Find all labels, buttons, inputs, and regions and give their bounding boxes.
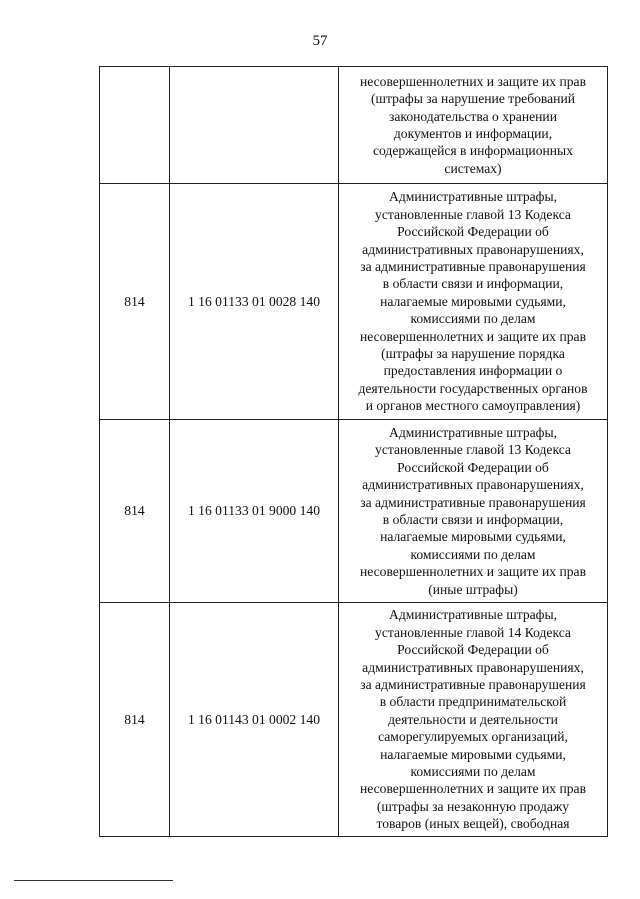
administrator-code-cell bbox=[100, 67, 170, 184]
description-line: (штрафы за нарушение порядка bbox=[381, 346, 565, 362]
budget-classification-code-cell: 1 16 01133 01 0028 140 bbox=[170, 184, 339, 420]
description-line: законодательства о хранении bbox=[389, 108, 557, 124]
description-line: саморегулируемых организаций, bbox=[378, 729, 568, 745]
description-line: (штрафы за незаконную продажу bbox=[376, 798, 570, 814]
description-line: несовершеннолетних и защите их прав bbox=[359, 564, 586, 580]
administrator-code-cell: 814 bbox=[100, 420, 170, 603]
budget-classification-code-cell: 1 16 01143 01 0002 140 bbox=[170, 603, 339, 837]
description-line: в области предпринимательской bbox=[379, 694, 567, 710]
description-line: Российской Федерации об bbox=[397, 224, 549, 240]
table-row bbox=[100, 184, 608, 420]
description-line: административных правонарушениях, bbox=[362, 659, 584, 675]
description-line: в области связи и информации, bbox=[382, 276, 564, 292]
description-line: Российской Федерации об bbox=[397, 459, 549, 475]
description-cell bbox=[339, 420, 608, 603]
description-line: установленные главой 13 Кодекса bbox=[375, 442, 571, 458]
description-line: несовершеннолетних и защите их прав bbox=[359, 73, 586, 89]
description-line: комиссиями по делам bbox=[410, 311, 536, 327]
administrator-code-cell: 814 bbox=[100, 184, 170, 420]
description-cell bbox=[339, 603, 608, 837]
description-line: за административные правонарушения bbox=[360, 676, 586, 692]
budget-classification-code-cell: 1 16 01133 01 9000 140 bbox=[170, 420, 339, 603]
description-line: (иные штрафы) bbox=[428, 581, 518, 597]
description-line: комиссиями по делам bbox=[410, 546, 536, 562]
description-line: деятельности государственных органов bbox=[358, 380, 588, 396]
page-number: 57 bbox=[312, 33, 328, 49]
description-line: административных правонарушениях, bbox=[362, 477, 584, 493]
description-line: налагаемые мировыми судьями, bbox=[380, 746, 566, 762]
description-line: товаров (иных вещей), свободная bbox=[376, 816, 570, 832]
description-line: в области связи и информации, bbox=[382, 512, 564, 527]
description-line: установленные главой 13 Кодекса bbox=[375, 206, 571, 222]
budget-classification-code-cell bbox=[170, 67, 339, 184]
description-line: налагаемые мировыми судьями, bbox=[380, 293, 566, 309]
administrator-code-cell: 814 bbox=[100, 603, 170, 837]
table-row bbox=[100, 420, 608, 603]
description-line: системах) bbox=[444, 160, 502, 176]
description-line: несовершеннолетних и защите их прав bbox=[359, 328, 586, 344]
description-line: содержащейся в информационных bbox=[372, 143, 573, 159]
description-line: за административные правонарушения bbox=[360, 258, 586, 274]
description-line: административных правонарушениях, bbox=[362, 241, 584, 257]
description-line: Административные штрафы, bbox=[389, 607, 557, 623]
description-line: и органов местного самоуправления) bbox=[365, 398, 581, 414]
description-line: Административные штрафы, bbox=[389, 424, 557, 440]
description-line: предоставления информации о bbox=[383, 363, 563, 379]
description-line: налагаемые мировыми судьями, bbox=[380, 529, 566, 545]
description-line: несовершеннолетних и защите их прав bbox=[359, 781, 586, 797]
description-line: деятельности и деятельности bbox=[388, 711, 558, 727]
description-cell bbox=[339, 184, 608, 420]
description-line: установленные главой 14 Кодекса bbox=[375, 624, 571, 640]
budget-codes-table bbox=[99, 66, 608, 837]
description-line: документов и информации, bbox=[393, 126, 553, 141]
description-line: за административные правонарушения bbox=[360, 494, 586, 510]
description-cell bbox=[339, 67, 608, 184]
description-line: Российской Федерации об bbox=[397, 642, 549, 658]
table-row bbox=[100, 67, 608, 184]
footer-divider bbox=[14, 880, 173, 881]
table-row bbox=[100, 603, 608, 837]
description-line: Административные штрафы, bbox=[389, 189, 557, 205]
description-line: (штрафы за нарушение требований bbox=[370, 91, 576, 107]
description-line: комиссиями по делам bbox=[410, 764, 536, 780]
